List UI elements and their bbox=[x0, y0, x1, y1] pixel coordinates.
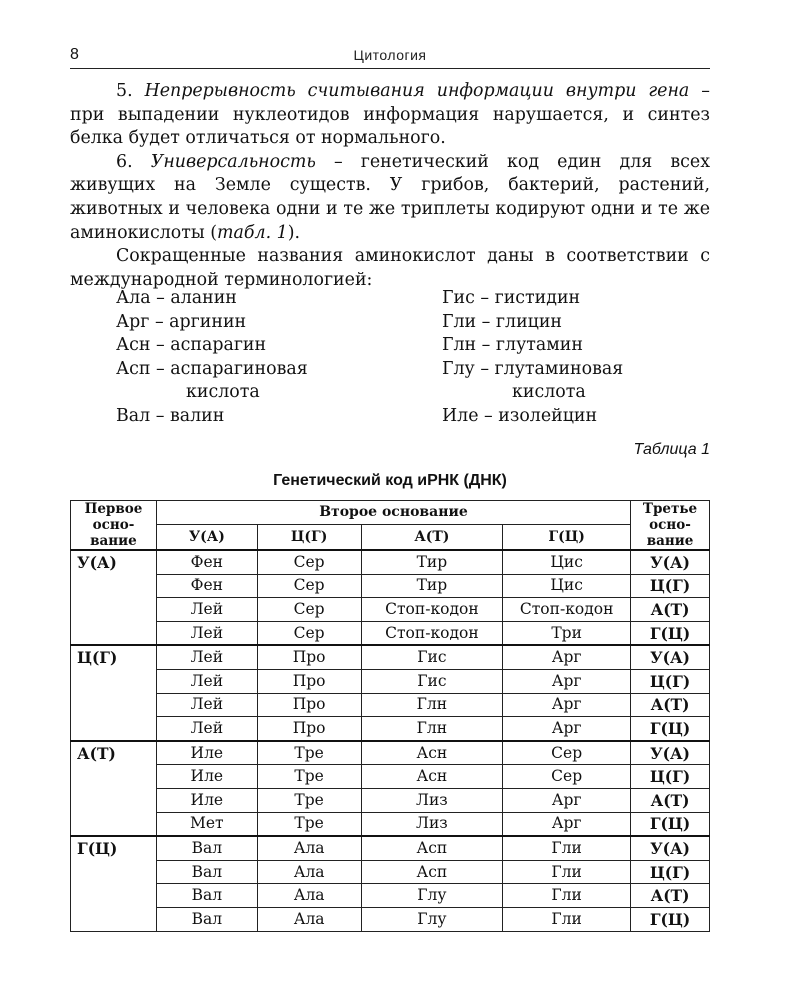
page-number: 8 bbox=[70, 46, 79, 63]
amino-acid-entry bbox=[116, 358, 436, 405]
table-row bbox=[71, 836, 710, 860]
paragraph-abbreviations: Сокращенные названия аминокислот даны в соответствии с международной терминологией: bbox=[70, 246, 710, 290]
amino-acid-cell: Лей bbox=[156, 717, 257, 741]
amino-acid-cell: Вал bbox=[156, 836, 257, 860]
table-row bbox=[71, 907, 710, 931]
amino-acid-cell: Вал bbox=[156, 907, 257, 931]
third-base-cell: Г(Ц) bbox=[631, 907, 710, 931]
third-base-cell: У(А) bbox=[631, 741, 710, 765]
amino-acid-cell: Арг bbox=[503, 717, 631, 741]
amino-acid-cell: Про bbox=[257, 645, 361, 669]
amino-acid-cell: Глу bbox=[361, 884, 503, 908]
table-row bbox=[71, 550, 710, 574]
third-base-cell: Г(Ц) bbox=[631, 717, 710, 741]
table-row bbox=[71, 645, 710, 669]
amino-acid-cell: Сер bbox=[257, 621, 361, 645]
amino-acid-cell: Ала bbox=[257, 860, 361, 884]
amino-acid-cell: Тре bbox=[257, 741, 361, 765]
third-base-cell: Ц(Г) bbox=[631, 860, 710, 884]
table-row bbox=[71, 598, 710, 622]
header-second-base-option: А(Т) bbox=[361, 525, 503, 550]
item-number: 5. bbox=[116, 81, 133, 101]
amino-acid-entry bbox=[116, 311, 436, 335]
table-row bbox=[71, 669, 710, 693]
amino-acid-cell: Мет bbox=[156, 812, 257, 836]
amino-acid-text: Вал – валин bbox=[116, 405, 225, 426]
amino-acid-entry bbox=[442, 287, 762, 311]
table-reference: табл. 1 bbox=[217, 222, 288, 243]
third-base-cell: Г(Ц) bbox=[631, 812, 710, 836]
amino-acid-cell: Лей bbox=[156, 669, 257, 693]
header-second-base-option: Ц(Г) bbox=[257, 525, 361, 550]
amino-acid-text: Гли – глицин bbox=[442, 311, 563, 332]
table-header bbox=[71, 501, 710, 551]
amino-acid-entry bbox=[442, 405, 762, 429]
third-base-cell: Ц(Г) bbox=[631, 669, 710, 693]
amino-list-right bbox=[442, 287, 762, 429]
term-continuity: Непрерывность считывания информации внутри гена bbox=[144, 81, 690, 101]
amino-acid-cell: Лей bbox=[156, 693, 257, 717]
amino-acid-cell: Лиз bbox=[361, 788, 503, 812]
third-base-cell: У(А) bbox=[631, 836, 710, 860]
amino-acid-cell: Асн bbox=[361, 741, 503, 765]
amino-acid-cell: Лей bbox=[156, 598, 257, 622]
amino-acid-cell: Арг bbox=[503, 645, 631, 669]
table-body bbox=[71, 550, 710, 931]
amino-list-left bbox=[116, 287, 436, 429]
amino-acid-cell: Арг bbox=[503, 788, 631, 812]
amino-acid-cell: Про bbox=[257, 669, 361, 693]
amino-acid-cell: Гис bbox=[361, 669, 503, 693]
amino-acid-entry bbox=[442, 358, 762, 405]
amino-acid-text: Асн – аспарагин bbox=[116, 335, 267, 356]
amino-acid-text: Гис – гистидин bbox=[442, 288, 581, 308]
third-base-cell: А(Т) bbox=[631, 884, 710, 908]
amino-acid-cell: Тир bbox=[361, 550, 503, 574]
table-row bbox=[71, 812, 710, 836]
amino-acid-cell: Асн bbox=[361, 765, 503, 789]
amino-acid-cell: Гли bbox=[503, 860, 631, 884]
table-row bbox=[71, 788, 710, 812]
amino-acid-cell: Глн bbox=[361, 717, 503, 741]
amino-acid-cell: Про bbox=[257, 717, 361, 741]
paragraph-text-end: ). bbox=[287, 222, 301, 243]
genetic-code-table bbox=[70, 500, 710, 932]
header-second-base: Второе основание bbox=[156, 501, 630, 525]
third-base-cell: Ц(Г) bbox=[631, 765, 710, 789]
header-second-base-option: Г(Ц) bbox=[503, 525, 631, 550]
amino-acid-cell: Про bbox=[257, 693, 361, 717]
amino-acid-cell: Ала bbox=[257, 884, 361, 908]
amino-acid-cell: Сер bbox=[503, 741, 631, 765]
amino-acid-cell: Сер bbox=[257, 598, 361, 622]
page-header bbox=[70, 46, 710, 69]
table-title: Генетический код иРНК (ДНК) bbox=[273, 472, 507, 489]
amino-acid-cell: Сер bbox=[257, 574, 361, 598]
first-base-cell: Ц(Г) bbox=[71, 645, 157, 740]
amino-acid-cell: Стоп-кодон bbox=[503, 598, 631, 622]
paragraph-text: – генетический код един для всех живущих на Земле существ. У грибов, бактерий, растений, животных и человека одни и те же триплеты кодируют одни и те же аминокислоты ( bbox=[70, 151, 711, 243]
third-base-cell: А(Т) bbox=[631, 598, 710, 622]
table-caption: Таблица 1 bbox=[633, 441, 710, 458]
amino-acid-cell: Сер bbox=[257, 550, 361, 574]
table-row bbox=[71, 717, 710, 741]
amino-acid-cell: Стоп-кодон bbox=[361, 621, 503, 645]
amino-acid-cell: Цис bbox=[503, 574, 631, 598]
amino-acid-entry bbox=[116, 405, 436, 429]
amino-acid-cell: Глн bbox=[361, 693, 503, 717]
table-row bbox=[71, 693, 710, 717]
amino-acid-cell: Тре bbox=[257, 812, 361, 836]
amino-acid-cell: Иле bbox=[156, 765, 257, 789]
amino-acid-cell: Тир bbox=[361, 574, 503, 598]
amino-acid-cell: Вал bbox=[156, 860, 257, 884]
amino-acid-cell: Лиз bbox=[361, 812, 503, 836]
amino-acid-cell: Иле bbox=[156, 788, 257, 812]
amino-acid-cell: Арг bbox=[503, 669, 631, 693]
first-base-cell: Г(Ц) bbox=[71, 836, 157, 931]
amino-acid-text: Глу – глутаминовая bbox=[442, 358, 624, 379]
amino-acid-text: Глн – глутамин bbox=[442, 335, 583, 356]
amino-acid-cell: Лей bbox=[156, 621, 257, 645]
amino-acid-cell: Гли bbox=[503, 884, 631, 908]
body-text bbox=[70, 80, 710, 292]
amino-acid-cell: Ала bbox=[257, 907, 361, 931]
third-base-cell: У(А) bbox=[631, 550, 710, 574]
table-row bbox=[71, 741, 710, 765]
table-row bbox=[71, 884, 710, 908]
amino-acid-cell: Лей bbox=[156, 645, 257, 669]
third-base-cell: У(А) bbox=[631, 645, 710, 669]
amino-acid-cell: Три bbox=[503, 621, 631, 645]
item-number: 6. bbox=[116, 151, 133, 172]
amino-acid-cell: Тре bbox=[257, 765, 361, 789]
amino-acid-text: Асп – аспарагиновая bbox=[116, 358, 308, 379]
amino-acid-cell: Фен bbox=[156, 574, 257, 598]
amino-acid-cell: Ала bbox=[257, 836, 361, 860]
third-base-cell: Г(Ц) bbox=[631, 621, 710, 645]
amino-acid-cell: Гли bbox=[503, 907, 631, 931]
paragraph-text: – при выпадении нуклеотидов информация нарушается, и синтез белка будет отличаться от нормального. bbox=[70, 81, 710, 149]
running-title: Цитология bbox=[353, 47, 427, 63]
first-base-cell: У(А) bbox=[71, 550, 157, 645]
term-universality: Универсальность bbox=[150, 151, 316, 172]
amino-acid-text: Ала – аланин bbox=[116, 288, 237, 308]
amino-acid-cell: Глу bbox=[361, 907, 503, 931]
paragraph-universality bbox=[70, 151, 710, 245]
amino-acid-cell: Фен bbox=[156, 550, 257, 574]
amino-acid-cell: Тре bbox=[257, 788, 361, 812]
third-base-cell: Ц(Г) bbox=[631, 574, 710, 598]
amino-acid-cell: Асп bbox=[361, 860, 503, 884]
amino-acid-cell: Арг bbox=[503, 693, 631, 717]
amino-acid-entry bbox=[442, 311, 762, 335]
table-row bbox=[71, 860, 710, 884]
table-row bbox=[71, 765, 710, 789]
amino-acid-entry bbox=[116, 287, 436, 311]
amino-acid-text-continued: кислота bbox=[186, 382, 260, 403]
header-second-base-option: У(А) bbox=[156, 525, 257, 550]
paragraph-continuity bbox=[70, 80, 710, 151]
amino-acid-cell: Асп bbox=[361, 836, 503, 860]
header-third-base: Третье осно- вание bbox=[631, 501, 710, 551]
amino-acid-entry bbox=[116, 334, 436, 358]
table-row bbox=[71, 574, 710, 598]
amino-acid-cell: Стоп-кодон bbox=[361, 598, 503, 622]
table-row bbox=[71, 621, 710, 645]
amino-acid-cell: Гли bbox=[503, 836, 631, 860]
amino-acid-cell: Гис bbox=[361, 645, 503, 669]
amino-acid-text: Иле – изолейцин bbox=[442, 405, 598, 426]
amino-acid-entry bbox=[442, 334, 762, 358]
third-base-cell: А(Т) bbox=[631, 788, 710, 812]
amino-acid-cell: Иле bbox=[156, 741, 257, 765]
amino-acid-cell: Цис bbox=[503, 550, 631, 574]
header-first-base: Первое осно- вание bbox=[71, 501, 157, 551]
amino-acid-cell: Вал bbox=[156, 884, 257, 908]
first-base-cell: А(Т) bbox=[71, 741, 157, 836]
amino-acid-cell: Сер bbox=[503, 765, 631, 789]
amino-acid-text: Арг – аргинин bbox=[116, 311, 247, 332]
amino-acid-text-continued: кислота bbox=[512, 382, 586, 403]
amino-acid-cell: Арг bbox=[503, 812, 631, 836]
third-base-cell: А(Т) bbox=[631, 693, 710, 717]
